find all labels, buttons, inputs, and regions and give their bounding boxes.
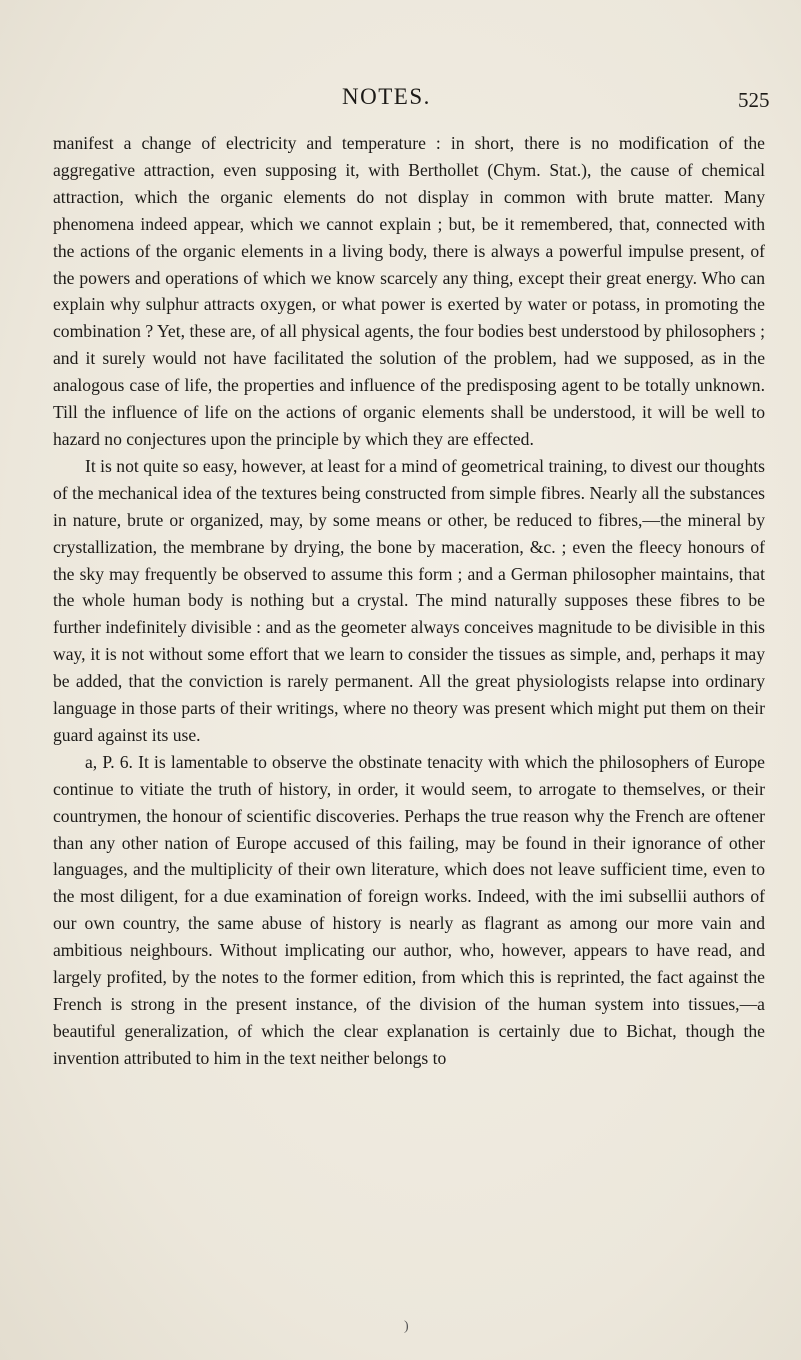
body-text xyxy=(53,130,765,1072)
running-head: NOTES. xyxy=(342,84,431,109)
page-number: 525 xyxy=(738,88,770,112)
paragraph: a, P. 6. It is lamentable to observe the obstinate tenacity with which the philosophers of Europe continue to vitiate the truth of history, in order, it would seem, to arrogate to themselves, or their countrymen, the honour of scientific discoveries. Perhaps the true reason why the French are oftener than any other nation of Europe accused of this failing, may be found in their ignorance of other languages, and the multiplicity of their own literature, which does not leave sufficient time, even to the most diligent, for a due examination of foreign works. Indeed, with the imi subsellii authors of our own country, the same abuse of history is nearly as flagrant as among our more vain and ambitious neighbours. Without implicating our author, who, however, appears to have read, and largely profited, by the notes to the former edition, from which this is reprinted, the fact against the French is strong in the present instance, of the division of the human system into tissues,—a beautiful generalization, of which the clear explanation is certainly due to Bichat, though the invention attributed to him in the text neither belongs to xyxy=(53,751,765,1068)
page-header xyxy=(0,84,801,114)
signature-mark: ) xyxy=(404,1319,409,1334)
paragraph: It is not quite so easy, however, at least for a mind of geometrical training, to divest our thoughts of the mechanical idea of the textures being constructed from simple fibres. Nearly all the substances in nature, brute or organized, may, by some means or other, be reduced to fibres,—the mineral by crystallization, the membrane by drying, the bone by maceration, &c. ; even the fleecy honours of the sky may frequently be observed to assume this form ; and a German philosopher maintains, that the whole human body is nothing but a crystal. The mind naturally supposes these fibres to be further indefinitely divisible : and as the geometer always conceives magnitude to be divisible in this way, it is not without some effort that we learn to consider the tissues as simple, and, perhaps it may be added, that the conviction is rarely permanent. All the great physiologists relapse into ordinary language in those parts of their writings, where no theory was present which might put them on their guard against its use. xyxy=(53,455,765,745)
paragraph: manifest a change of electricity and temperature : in short, there is no modification of the aggregative attraction, even supposing it, with Berthollet (Chym. Stat.), the cause of chemical attraction, which the organic elements do not display in common with brute matter. Many phenomena indeed appear, which we cannot explain ; but, be it remembered, that, connected with the actions of the organic elements in a living body, there is always a powerful impulse present, of the powers and operations of which we know scarcely any thing, except their great energy. Who can explain why sulphur attracts oxygen, or what power is exerted by water or potass, in promoting the combination ? Yet, these are, of all physical agents, the four bodies best understood by philosophers ; and it surely would not have facilitated the solution of the problem, had we supposed, as in the analogous case of life, the properties and influence of the predisposing agent to be totally unknown. Till the influence of life on the actions of organic elements shall be understood, it will be well to hazard no conjectures upon the principle by which they are effected. xyxy=(53,133,765,449)
